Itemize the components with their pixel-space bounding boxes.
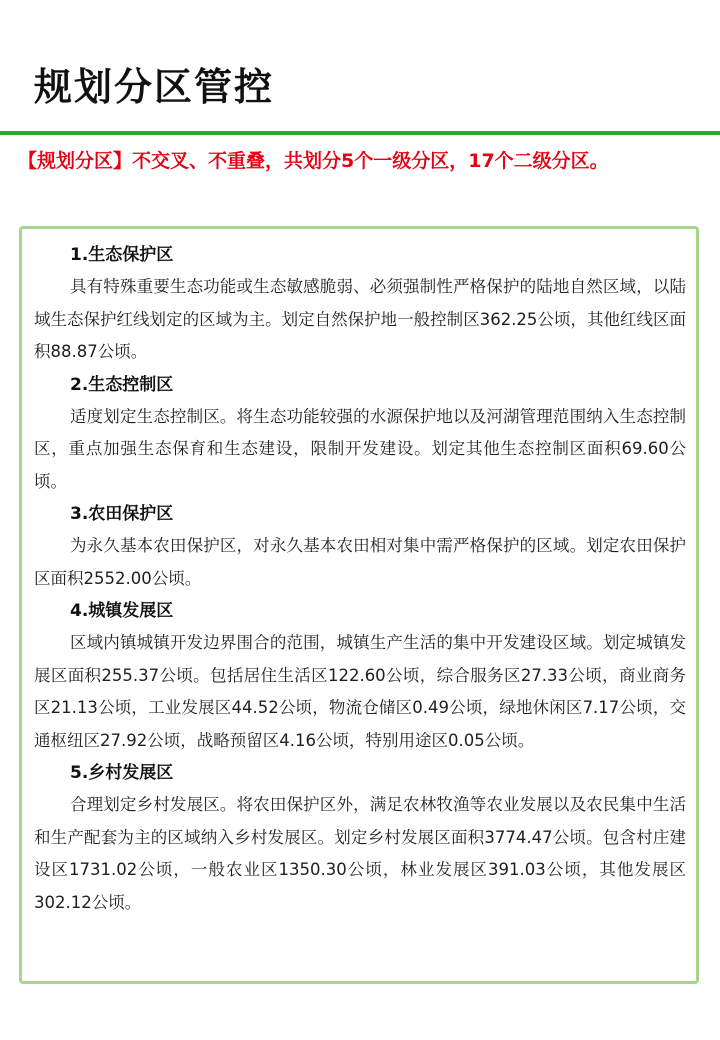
zone-heading: 3.农田保护区 xyxy=(70,504,174,524)
summary-line: 【规划分区】不交叉、不重叠，共划分5个一级分区，17个二级分区。 xyxy=(18,150,609,172)
zone-heading: 1.生态保护区 xyxy=(70,245,174,265)
zone-description: 适度划定生态控制区。将生态功能较强的水源保护地以及河湖管理范围纳入生态控制区，重点加强生态保育和生态建设，限制开发建设。划定其他生态控制区面积69.60公顷。 xyxy=(34,406,686,491)
zone-section-farmland-protection xyxy=(34,498,686,595)
zones-content-box xyxy=(19,226,699,984)
zone-section-urban-development xyxy=(34,595,686,757)
page-title: 规划分区管控 xyxy=(34,65,275,109)
zone-heading: 2.生态控制区 xyxy=(70,374,174,395)
zone-description: 具有特殊重要生态功能或生态敏感脆弱、必须强制性严格保护的陆地自然区域，以陆域生态保护红线划定的区域为主。划定自然保护地一般控制区362.25公顷，其他红线区面积88.87公顷。 xyxy=(34,277,686,361)
zone-heading: 4.城镇发展区 xyxy=(70,601,174,621)
zone-description: 为永久基本农田保护区，对永久基本农田相对集中需严格保护的区域。划定农田保护区面积2552.00公顷。 xyxy=(34,536,686,588)
zone-section-rural-development xyxy=(34,757,686,919)
zone-section-ecological-protection xyxy=(34,239,686,369)
zone-section-ecological-control xyxy=(34,369,686,499)
zone-heading: 5.乡村发展区 xyxy=(70,763,174,783)
zone-description: 合理划定乡村发展区。将农田保护区外，满足农林牧渔等农业发展以及农民集中生活和生产配套为主的区域纳入乡村发展区。划定乡村发展区面积3774.47公顷。包含村庄建设区1731.02公顷，一般农业区1350.30公顷，林业发展区391.03公顷，其他发展区302.12公顷。 xyxy=(34,795,686,912)
title-divider xyxy=(0,131,720,135)
zone-description: 区域内镇城镇开发边界围合的范围，城镇生产生活的集中开发建设区域。划定城镇发展区面积255.37公顷。包括居住生活区122.60公顷，综合服务区27.33公顷，商业商务区21.13公顷，工业发展区44.52公顷，物流仓储区0.49公顷，绿地休闲区7.17公顷，交通枢纽区27.92公顷，战略预留区4.16公顷，特别用途区0.05公顷。 xyxy=(34,633,686,750)
